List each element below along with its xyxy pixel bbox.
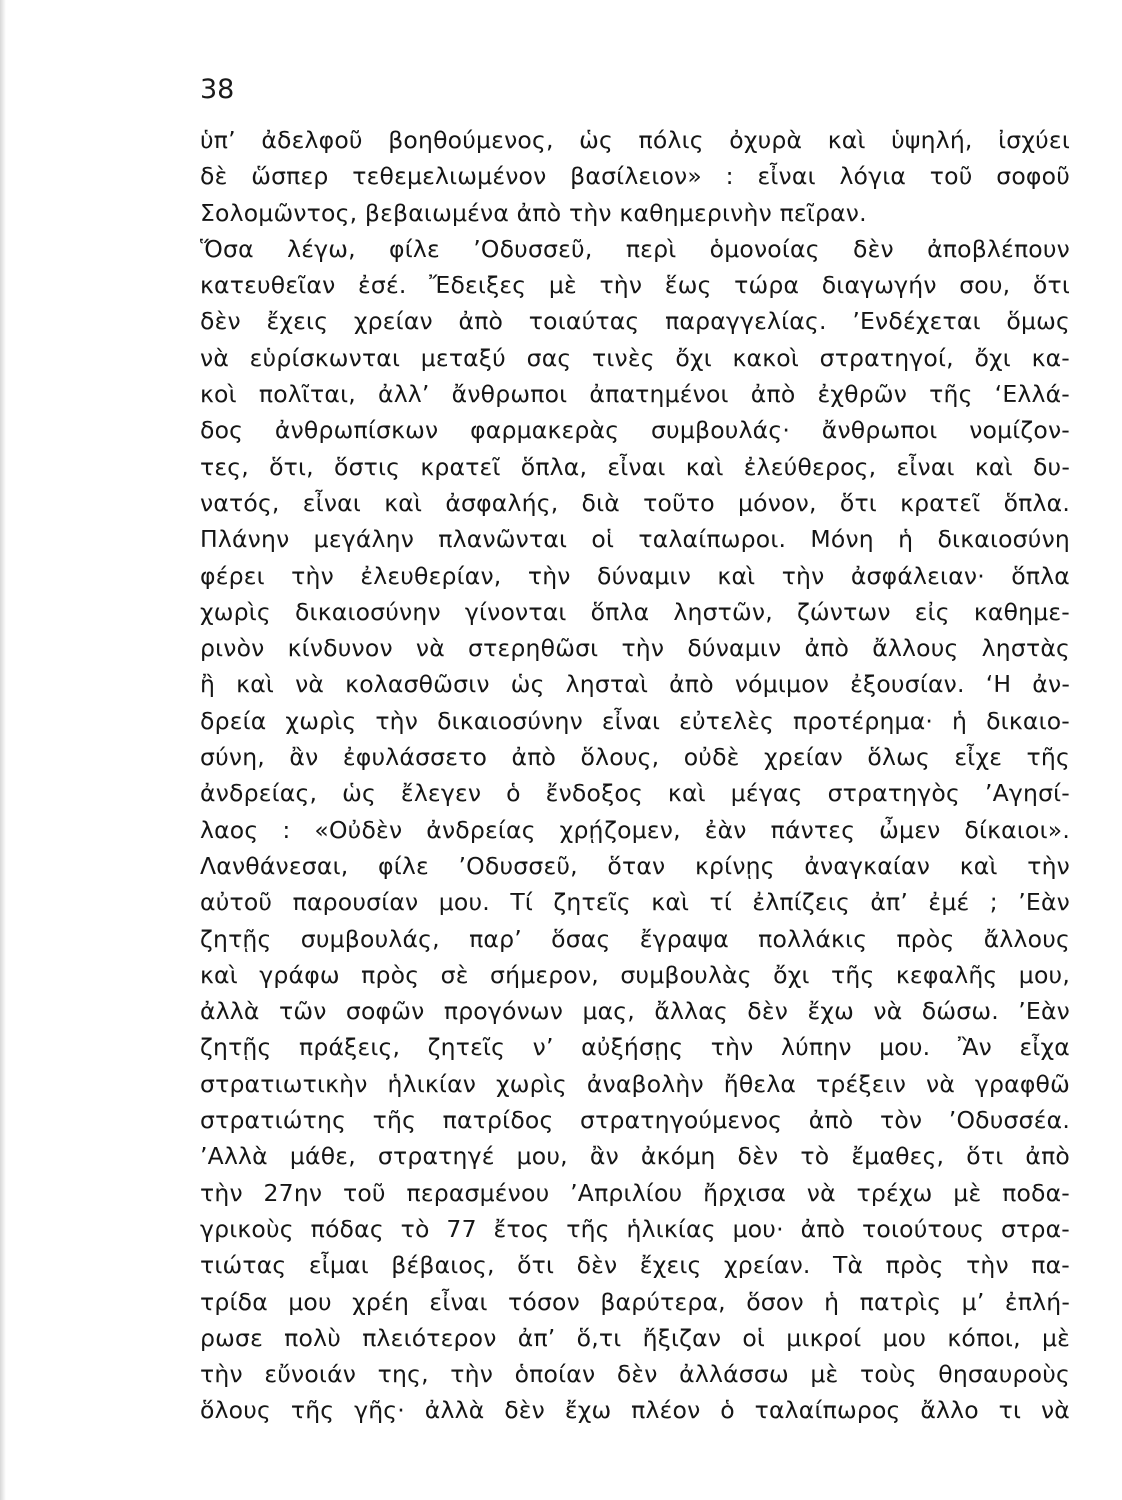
text-line: σύνη, ἂν ἐφυλάσσετο ἀπὸ ὅλους, οὐδὲ χρείαν ὅλως εἶχε τῆς: [200, 743, 1070, 772]
text-line: δὲ ὥσπερ τεθεμελιωμένον βασίλειον» : εἶναι λόγια τοῦ σοφοῦ: [200, 162, 1070, 191]
text-line: δρεία χωρὶς τὴν δικαιοσύνην εἶναι εὐτελὲς προτέρημα· ἡ δικαιο-: [200, 706, 1070, 735]
text-line: γρικοὺς πόδας τὸ 77 ἔτος τῆς ἡλικίας μου· ἀπὸ τοιούτους στρα-: [200, 1214, 1070, 1243]
text-line: ἀνδρείας, ὡς ἔλεγεν ὁ ἔνδοξος καὶ μέγας στρατηγὸς ’Αγησί-: [200, 779, 1070, 808]
text-line: νατός, εἶναι καὶ ἀσφαλής, διὰ τοῦτο μόνον, ὅτι κρατεῖ ὅπλα.: [200, 488, 1070, 517]
text-line: Ὅσα λέγω, φίλε ’Οδυσσεῦ, περὶ ὁμονοίας δὲν ἀποβλέπουν: [200, 234, 1070, 263]
text-line: ’Αλλὰ μάθε, στρατηγέ μου, ἂν ἀκόμη δὲν τὸ ἔμαθες, ὅτι ἀπὸ: [200, 1142, 1070, 1171]
text-line: δὲν ἔχεις χρείαν ἀπὸ τοιαύτας παραγγελίας. ’Ενδέχεται ὅμως: [200, 307, 1070, 336]
text-line: ζητῇς συμβουλάς, παρ’ ὅσας ἔγραψα πολλάκις πρὸς ἄλλους: [200, 924, 1070, 953]
body-text: [200, 122, 1070, 1429]
text-line: ἀλλὰ τῶν σοφῶν προγόνων μας, ἄλλας δὲν ἔχω νὰ δώσω. ’Εὰν: [200, 997, 1070, 1026]
text-line: αὐτοῦ παρουσίαν μου. Τί ζητεῖς καὶ τί ἐλπίζεις ἀπ’ ἐμέ ; ’Εὰν: [200, 888, 1070, 917]
text-line: νὰ εὑρίσκωνται μεταξύ σας τινὲς ὄχι κακοὶ στρατηγοί, ὄχι κα-: [200, 343, 1070, 372]
text-line: Σολομῶντος, βεβαιωμένα ἀπὸ τὴν καθημερινὴν πεῖραν.: [200, 198, 867, 227]
text-line: ὅλους τῆς γῆς· ἀλλὰ δὲν ἔχω πλέον ὁ ταλαίπωρος ἄλλο τι νὰ: [200, 1396, 1070, 1425]
text-line: φέρει τὴν ἐλευθερίαν, τὴν δύναμιν καὶ τὴν ἀσφάλειαν· ὅπλα: [200, 561, 1070, 590]
text-line: Πλάνην μεγάλην πλανῶνται οἱ ταλαίπωροι. Μόνη ἡ δικαιοσύνη: [200, 525, 1070, 554]
page-number: 38: [200, 74, 235, 105]
text-line: στρατιώτης τῆς πατρίδος στρατηγούμενος ἀπὸ τὸν ’Οδυσσέα.: [200, 1106, 1070, 1135]
text-line: Λανθάνεσαι, φίλε ’Οδυσσεῦ, ὅταν κρίνῃς ἀναγκαίαν καὶ τὴν: [200, 851, 1070, 880]
text-line: ὑπ’ ἀδελφοῦ βοηθούμενος, ὡς πόλις ὀχυρὰ καὶ ὑψηλή, ἰσχύει: [200, 126, 1070, 154]
text-line: κοὶ πολῖται, ἀλλ’ ἄνθρωποι ἀπατημένοι ἀπὸ ἐχθρῶν τῆς ‘Ελλά-: [200, 380, 1070, 409]
text-line: ρινὸν κίνδυνον νὰ στερηθῶσι τὴν δύναμιν ἀπὸ ἄλλους ληστὰς: [200, 634, 1070, 663]
text-line: τιώτας εἶμαι βέβαιος, ὅτι δὲν ἔχεις χρείαν. Τὰ πρὸς τὴν πα-: [200, 1251, 1070, 1280]
text-line: τρίδα μου χρέη εἶναι τόσον βαρύτερα, ὅσον ἡ πατρὶς μ’ ἐπλή-: [200, 1287, 1070, 1316]
text-line: τὴν εὔνοιάν της, τὴν ὁποίαν δὲν ἀλλάσσω μὲ τοὺς θησαυροὺς: [200, 1360, 1070, 1389]
text-line: καὶ γράφω πρὸς σὲ σήμερον, συμβουλὰς ὄχι τῆς κεφαλῆς μου,: [200, 960, 1070, 989]
text-line: τες, ὅτι, ὅστις κρατεῖ ὅπλα, εἶναι καὶ ἐλεύθερος, εἶναι καὶ δυ-: [200, 452, 1070, 481]
text-line: στρατιωτικὴν ἡλικίαν χωρὶς ἀναβολὴν ἤθελα τρέξειν νὰ γραφθῶ: [200, 1069, 1070, 1098]
text-line: λαος : «Οὐδὲν ἀνδρείας χρῄζομεν, ἐὰν πάντες ὦμεν δίκαιοι».: [200, 815, 1070, 844]
text-line: ζητῇς πράξεις, ζητεῖς ν’ αὐξήσῃς τὴν λύπην μου. Ἂν εἶχα: [200, 1033, 1070, 1062]
text-line: τὴν 27ην τοῦ περασμένου ’Απριλίου ἤρχισα νὰ τρέχω μὲ ποδα-: [200, 1178, 1070, 1207]
text-line: χωρὶς δικαιοσύνην γίνονται ὅπλα ληστῶν, ζώντων εἰς καθημε-: [200, 597, 1070, 626]
text-line: ἢ καὶ νὰ κολασθῶσιν ὡς λησταὶ ἀπὸ νόμιμον ἐξουσίαν. ‘Η ἀν-: [200, 670, 1070, 699]
page-edge-shadow: [0, 0, 6, 1500]
text-line: ρωσε πολὺ πλειότερον ἀπ’ ὅ,τι ἤξιζαν οἱ μικροί μου κόποι, μὲ: [200, 1323, 1070, 1352]
text-line: δος ἀνθρωπίσκων φαρμακερὰς συμβουλάς· ἄνθρωποι νομίζον-: [200, 416, 1070, 445]
text-line: κατευθεῖαν ἐσέ. Ἔδειξες μὲ τὴν ἕως τώρα διαγωγήν σου, ὅτι: [200, 271, 1070, 300]
